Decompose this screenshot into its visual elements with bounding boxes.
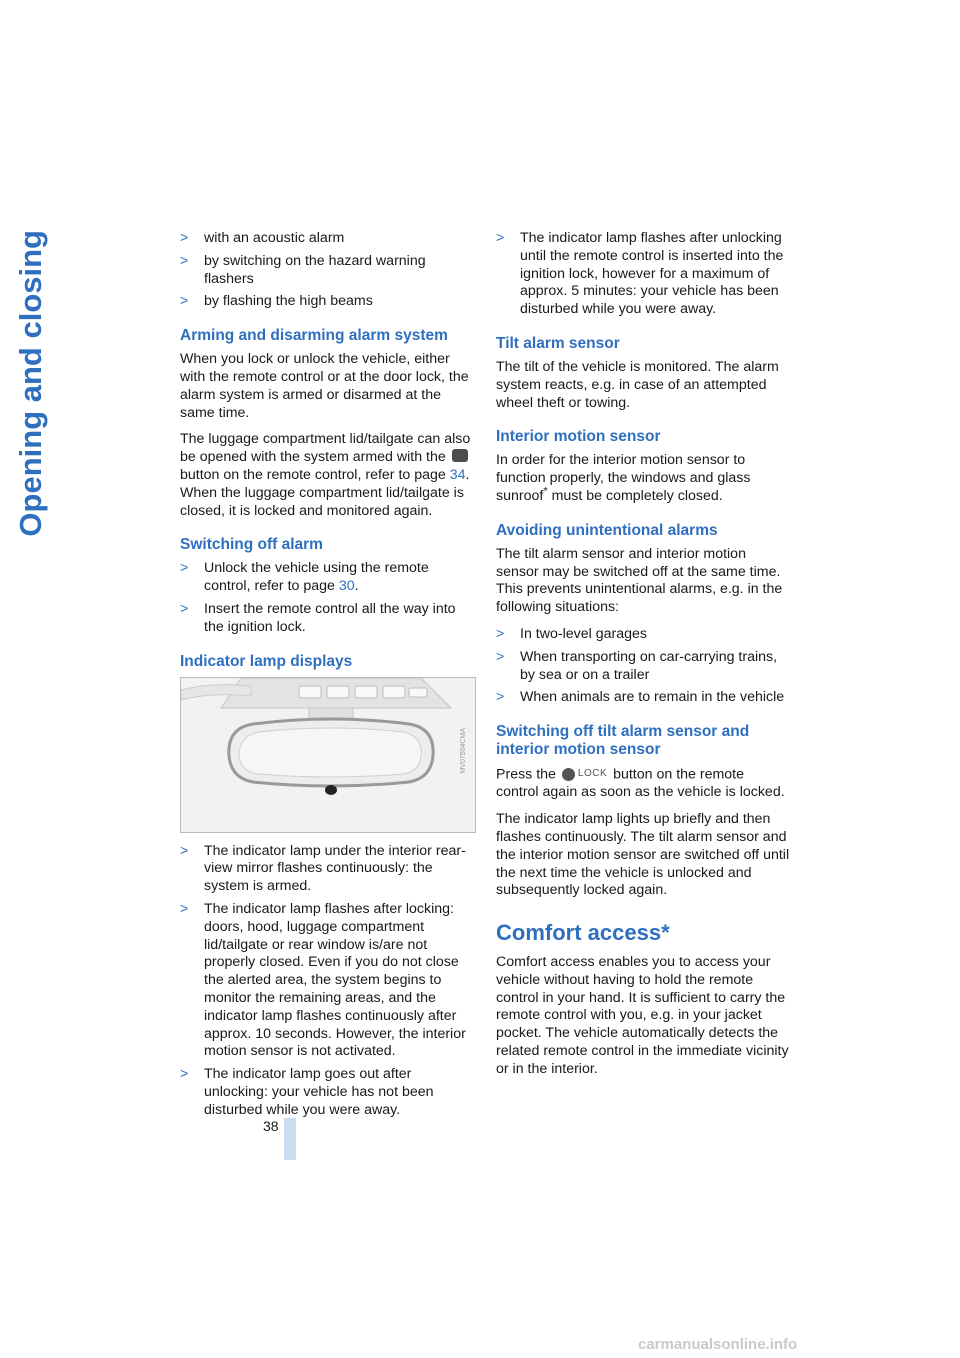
list-item: > The indicator lamp under the interior rear-view mirror flashes continuously: the system is armed. <box>180 842 466 895</box>
heading-switching-off: Switching off alarm <box>180 536 323 554</box>
right-column <box>496 230 790 1087</box>
paragraph: Press the LOCK button on the remote control again as soon as the vehicle is locked. <box>496 766 785 801</box>
heading-avoiding: Avoiding unintentional alarms <box>496 521 718 539</box>
list-item: > The indicator lamp flashes after unlocking until the remote control is inserted into the ignition lock, however for a maximum of approx. 5 minutes: your vehicle has been disturbed while you were away. <box>496 230 784 318</box>
paragraph: The indicator lamp lights up briefly and then flashes continuously. The tilt alarm sensor and the interior motion sensor are switched off until the next time the vehicle is unlocked and subsequently locked again. <box>496 811 790 899</box>
bmw-logo-icon <box>562 768 575 781</box>
heading-tilt: Tilt alarm sensor <box>496 334 620 352</box>
heading-indicator: Indicator lamp displays <box>180 652 353 670</box>
heading-arming: Arming and disarming alarm system <box>180 327 448 345</box>
page-marker-bar <box>284 1118 296 1160</box>
paragraph: The tilt alarm sensor and interior motion sensor may be switched off at the same time. This prevents unintentional alarms, e.g. in the following situations: <box>496 545 783 616</box>
page-link[interactable]: 30 <box>338 578 355 595</box>
footer-watermark: carmanualsonline.info <box>638 1336 798 1353</box>
lock-button-icon: LOCK <box>562 765 607 783</box>
list-item: > When animals are to remain in the vehicle <box>496 689 785 706</box>
list-item: > The indicator lamp flashes after locking: doors, hood, luggage compartment lid/tailgate or rear window is/are not properly closed. Even if you do not close the alerted area, the system begins to monitor the remaining areas, and the indicator lamp flashes continuously after approx. 10 seconds. However, the interior motion sensor is not activated. <box>180 900 466 1060</box>
section-side-title: Opening and closing <box>13 230 48 537</box>
paragraph: In order for the interior motion sensor to function properly, the windows and glass sunroof* must be completely closed. <box>496 452 751 504</box>
mirror-illustration <box>181 678 475 832</box>
optional-star: * <box>543 485 548 498</box>
heading-switch-tilt: Switching off tilt alarm sensor and interior motion sensor <box>496 723 750 759</box>
heading-interior: Interior motion sensor <box>496 428 661 446</box>
list-item: > In two-level garages <box>496 625 647 642</box>
rear-view-mirror-figure <box>180 677 476 833</box>
paragraph: Comfort access enables you to access your vehicle without having to hold the remote control in your hand. It is sufficient to carry the remote control with you, e.g. in your jacket pocket. The vehicle automatically detects the related remote control in the immediate vicinity or in the interior. <box>496 953 789 1077</box>
list-item: > The indicator lamp goes out after unlocking: your vehicle has not been disturbed while you were away. <box>180 1066 434 1118</box>
figure-code: MV07504CMA <box>460 727 468 774</box>
list-item: > by switching on the hazard warning flashers <box>180 252 426 287</box>
page-link[interactable]: 34 <box>449 466 466 483</box>
heading-comfort-access: Comfort access* <box>496 920 670 946</box>
list-item: > with an acoustic alarm <box>180 230 345 246</box>
list-item: > Unlock the vehicle using the remote control, refer to page 30. <box>180 560 429 595</box>
list-item: > When transporting on car-carrying trains, by sea or on a trailer <box>496 648 778 683</box>
trunk-button-icon <box>452 449 468 462</box>
list-item: > by flashing the high beams <box>180 293 373 310</box>
page-number: 38 <box>263 1118 279 1134</box>
list-item: > Insert the remote control all the way into the ignition lock. <box>180 600 456 635</box>
paragraph: When you lock or unlock the vehicle, either with the remote control or at the door lock, the alarm system is armed or disarmed at the same time. <box>180 351 469 421</box>
left-column <box>180 230 474 1125</box>
paragraph: The tilt of the vehicle is monitored. The alarm system reacts, e.g. in case of an attempted wheel theft or towing. <box>496 358 779 411</box>
paragraph: The luggage compartment lid/tailgate can also be opened with the system armed with the button on the remote control, refer to page 34. When the luggage compartment lid/tailgate is closed, it is locked and monitored again. <box>180 431 471 519</box>
